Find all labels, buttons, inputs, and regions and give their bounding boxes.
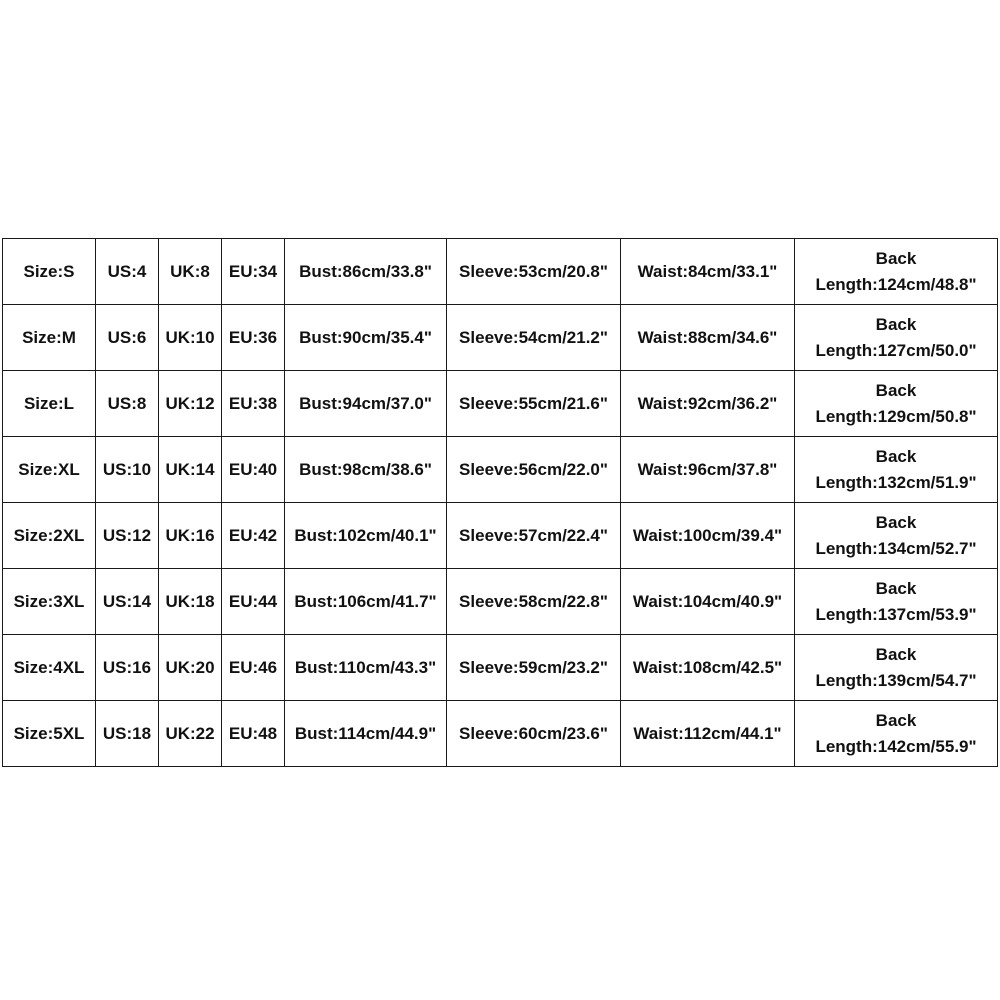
table-row <box>3 701 998 767</box>
uk-size-cell: UK:12 <box>159 371 222 437</box>
size-cell: Size:L <box>3 371 96 437</box>
uk-size-cell: UK:10 <box>159 305 222 371</box>
table-row <box>3 635 998 701</box>
back-label: Back <box>875 710 917 730</box>
back-length-value: Length:124cm/48.8" <box>815 274 977 294</box>
sleeve-cell: Sleeve:59cm/23.2" <box>447 635 621 701</box>
sleeve-cell: Sleeve:53cm/20.8" <box>447 239 621 305</box>
back-length-value: Length:139cm/54.7" <box>815 670 977 690</box>
back-length-cell <box>795 437 998 503</box>
table-row <box>3 305 998 371</box>
us-size-cell: US:12 <box>96 503 159 569</box>
us-size-cell: US:16 <box>96 635 159 701</box>
eu-size-cell: EU:38 <box>222 371 285 437</box>
table-row <box>3 569 998 635</box>
size-cell: Size:4XL <box>3 635 96 701</box>
bust-cell: Bust:114cm/44.9" <box>285 701 447 767</box>
size-cell: Size:M <box>3 305 96 371</box>
sleeve-cell: Sleeve:58cm/22.8" <box>447 569 621 635</box>
back-length-cell <box>795 305 998 371</box>
back-length-value: Length:142cm/55.9" <box>815 736 977 756</box>
eu-size-cell: EU:40 <box>222 437 285 503</box>
us-size-cell: US:18 <box>96 701 159 767</box>
back-length-cell <box>795 701 998 767</box>
back-length-cell <box>795 239 998 305</box>
waist-cell: Waist:92cm/36.2" <box>621 371 795 437</box>
back-label: Back <box>875 380 917 400</box>
eu-size-cell: EU:42 <box>222 503 285 569</box>
size-cell: Size:3XL <box>3 569 96 635</box>
back-label: Back <box>875 248 917 268</box>
size-cell: Size:5XL <box>3 701 96 767</box>
eu-size-cell: EU:44 <box>222 569 285 635</box>
size-cell: Size:S <box>3 239 96 305</box>
size-cell: Size:2XL <box>3 503 96 569</box>
eu-size-cell: EU:46 <box>222 635 285 701</box>
us-size-cell: US:14 <box>96 569 159 635</box>
uk-size-cell: UK:14 <box>159 437 222 503</box>
eu-size-cell: EU:34 <box>222 239 285 305</box>
sleeve-cell: Sleeve:54cm/21.2" <box>447 305 621 371</box>
back-label: Back <box>875 512 917 532</box>
waist-cell: Waist:104cm/40.9" <box>621 569 795 635</box>
back-label: Back <box>875 644 917 664</box>
bust-cell: Bust:110cm/43.3" <box>285 635 447 701</box>
back-length-cell <box>795 503 998 569</box>
back-length-value: Length:129cm/50.8" <box>815 406 977 426</box>
eu-size-cell: EU:48 <box>222 701 285 767</box>
back-label: Back <box>875 314 917 334</box>
back-length-value: Length:132cm/51.9" <box>815 472 977 492</box>
bust-cell: Bust:94cm/37.0" <box>285 371 447 437</box>
table-row <box>3 503 998 569</box>
back-length-value: Length:137cm/53.9" <box>815 604 977 624</box>
waist-cell: Waist:84cm/33.1" <box>621 239 795 305</box>
back-length-cell <box>795 635 998 701</box>
uk-size-cell: UK:16 <box>159 503 222 569</box>
bust-cell: Bust:90cm/35.4" <box>285 305 447 371</box>
waist-cell: Waist:108cm/42.5" <box>621 635 795 701</box>
us-size-cell: US:6 <box>96 305 159 371</box>
eu-size-cell: EU:36 <box>222 305 285 371</box>
back-length-cell <box>795 569 998 635</box>
uk-size-cell: UK:8 <box>159 239 222 305</box>
waist-cell: Waist:100cm/39.4" <box>621 503 795 569</box>
back-length-value: Length:127cm/50.0" <box>815 340 977 360</box>
uk-size-cell: UK:18 <box>159 569 222 635</box>
back-length-value: Length:134cm/52.7" <box>815 538 977 558</box>
us-size-cell: US:10 <box>96 437 159 503</box>
us-size-cell: US:8 <box>96 371 159 437</box>
sleeve-cell: Sleeve:55cm/21.6" <box>447 371 621 437</box>
bust-cell: Bust:106cm/41.7" <box>285 569 447 635</box>
bust-cell: Bust:86cm/33.8" <box>285 239 447 305</box>
back-label: Back <box>875 578 917 598</box>
uk-size-cell: UK:22 <box>159 701 222 767</box>
waist-cell: Waist:96cm/37.8" <box>621 437 795 503</box>
bust-cell: Bust:98cm/38.6" <box>285 437 447 503</box>
sleeve-cell: Sleeve:56cm/22.0" <box>447 437 621 503</box>
table-row <box>3 239 998 305</box>
back-length-cell <box>795 371 998 437</box>
size-cell: Size:XL <box>3 437 96 503</box>
uk-size-cell: UK:20 <box>159 635 222 701</box>
table-row <box>3 371 998 437</box>
bust-cell: Bust:102cm/40.1" <box>285 503 447 569</box>
us-size-cell: US:4 <box>96 239 159 305</box>
sleeve-cell: Sleeve:60cm/23.6" <box>447 701 621 767</box>
waist-cell: Waist:112cm/44.1" <box>621 701 795 767</box>
sleeve-cell: Sleeve:57cm/22.4" <box>447 503 621 569</box>
back-label: Back <box>875 446 917 466</box>
table-row <box>3 437 998 503</box>
size-chart-table <box>2 238 998 767</box>
waist-cell: Waist:88cm/34.6" <box>621 305 795 371</box>
